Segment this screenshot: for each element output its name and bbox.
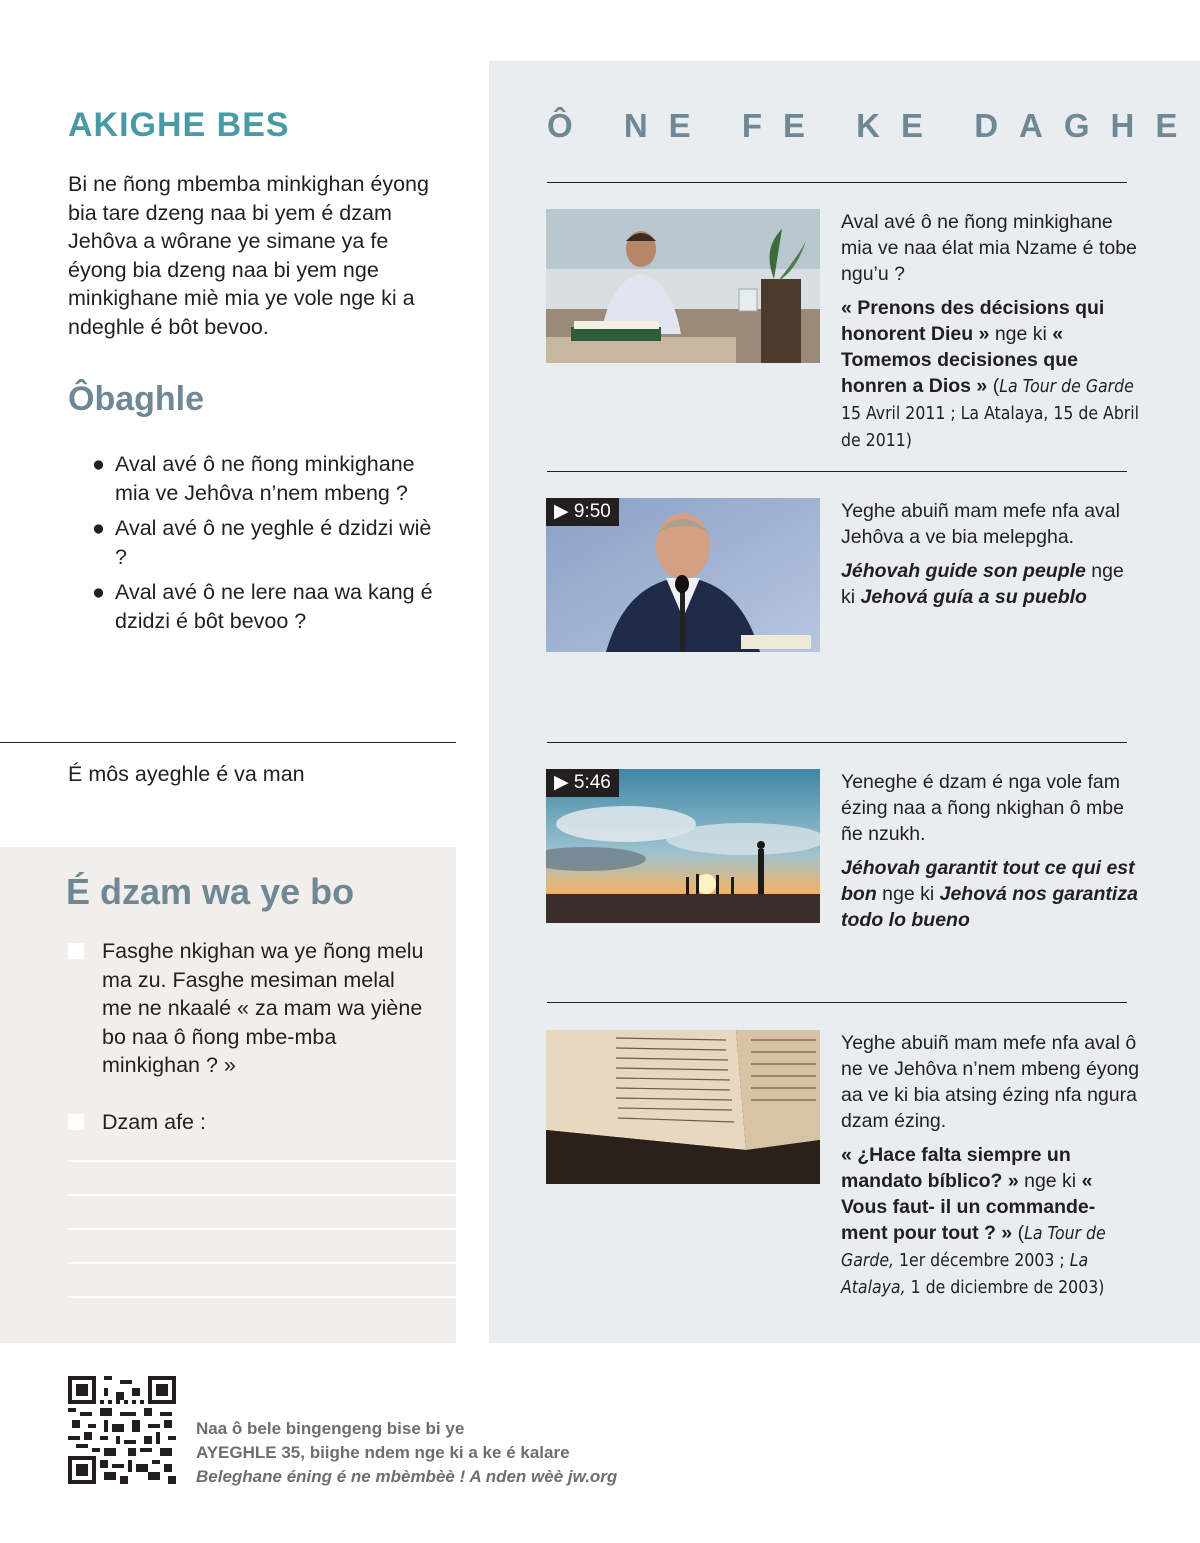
article-card-text: Aval avé ô ne ñong minkighane mia ve naa élat mia Nzame é tobe ngu’u ? « Prenons des décisions qui honorent Dieu » nge ki « Tomemos decisiones que honren a Dios » (La Tour de Garde 15 Avril 2011 ; La Atalaya, 15 de Abril de 2011) (841, 209, 1141, 454)
open-bible-image (546, 1030, 820, 1184)
explore-heading: Ô NE FE KE DAGHE (547, 107, 1199, 144)
write-line[interactable] (68, 1194, 456, 1196)
article-reference[interactable]: « Prenons des décisions qui honorent Dieu » nge ki « Tomemos decisiones que honren a Dios » (La Tour de Garde 15 Avril 2011 ; La Atalaya, 15 de Abril de 2011) (841, 297, 1140, 451)
qr-code-icon[interactable] (68, 1376, 176, 1484)
akighe-bes-heading: AKIGHE BES (68, 106, 290, 144)
divider (0, 742, 456, 743)
left-column (0, 0, 456, 1343)
lesson-date-label: É môs ayeghle é va man (68, 762, 305, 786)
video-duration-badge: ▶ 9:50 (546, 498, 619, 526)
divider (547, 471, 1127, 472)
bullet-icon: ● (92, 580, 105, 604)
obaghle-heading: Ôbaghle (68, 380, 205, 418)
write-line[interactable] (68, 1262, 456, 1264)
video-thumbnail[interactable] (546, 769, 820, 923)
question-list (92, 450, 448, 642)
checkbox-icon[interactable] (68, 943, 84, 959)
video-reference[interactable]: Jéhovah guide son peuple nge ki Jehová guía a su pueblo (841, 560, 1124, 608)
list-item: ● Aval avé ô ne ñong minkighane mia ve Jehôva n’nem mbeng ? (92, 452, 415, 505)
video-duration-badge: ▶ 5:46 (546, 769, 619, 797)
video-card-text: Yeghe abuiñ mam mefe nfa aval Jehôva a ve bia melepgha. Jéhovah guide son peuple nge ki Jehová guía a su pueblo (841, 498, 1141, 610)
todo-heading: É dzam wa ye bo (66, 871, 355, 912)
article-thumbnail[interactable] (546, 1030, 820, 1184)
todo-item-other[interactable]: Dzam afe : (68, 1108, 428, 1137)
divider (547, 742, 1127, 743)
checkbox-icon[interactable] (68, 1114, 84, 1130)
divider (547, 1002, 1127, 1003)
bullet-icon: ● (92, 516, 105, 540)
article-card-text: Yeghe abuiñ mam mefe nfa aval ô ne ve Jehôva n’nem mbeng éyong aa ve ki bia atsing ézing nfa ngura dzam ézing. « ¿Hace falta siempre un mandato bíblico? » nge ki « Vous faut- il un commande-ment pour tout ? » (La Tour de Garde, 1er décembre 2003 ; La Atalaya, 1 de diciembre de 2003) (841, 1030, 1141, 1301)
todo-item-goal[interactable]: Fasghe nkighan wa ye ñong melu ma zu. Fasghe mesiman melal me ne nkaalé « za mam wa yiène bo naa ô ñong mbe-mba minkighan ? » (68, 937, 428, 1080)
video-card-text: Yeneghe é dzam é nga vole fam ézing naa a ñong nkighan ô mbe ñe nzukh. Jéhovah garantit tout ce qui est bon nge ki Jehová nos garantiza todo lo bueno (841, 769, 1141, 933)
footer-link[interactable]: Beleghane éning é ne mbèmbèè ! A nden wèè jw.org (196, 1467, 618, 1486)
explore-panel (489, 61, 1200, 1343)
play-icon: ▶ (554, 772, 574, 793)
list-item: ● Aval avé ô ne yeghle é dzidzi wiè ? (92, 516, 432, 569)
write-line[interactable] (68, 1296, 456, 1298)
todo-panel (0, 847, 456, 1343)
article-reference[interactable]: « ¿Hace falta siempre un mandato bíblico? » nge ki « Vous faut- il un commande-ment pour tout ? » (La Tour de Garde, 1er décembre 2003 ; La Atalaya, 1 de diciembre de 2003) (841, 1144, 1106, 1298)
video-reference[interactable]: Jéhovah garantit tout ce qui est bon nge ki Jehová nos garantiza todo lo bueno (841, 857, 1138, 931)
write-line[interactable] (68, 1228, 456, 1230)
write-line[interactable] (68, 1160, 456, 1162)
footer-info: Naa ô bele bingengeng bise bi ye AYEGHLE 35, biighe ndem nge ki a ke é kalare Beleghane éning é ne mbèmbèè ! A nden wèè jw.org (196, 1419, 618, 1486)
bullet-icon: ● (92, 452, 105, 476)
play-icon: ▶ (554, 501, 574, 522)
divider (547, 182, 1127, 183)
article-thumbnail[interactable] (546, 209, 820, 363)
man-studying-image (546, 209, 820, 363)
list-item: ● Aval avé ô ne lere naa wa kang é dzidzi é bôt bevoo ? (92, 580, 433, 633)
video-thumbnail[interactable] (546, 498, 820, 652)
akighe-bes-text: Bi ne ñong mbemba minkighan éyong bia tare dzeng naa bi yem é dzam Jehôva a wôrane ye simane ya fe éyong bia dzeng naa bi yem nge minkighane miè mia ye vole nge ki a ndeghle é bôt bevoo. (68, 172, 429, 339)
